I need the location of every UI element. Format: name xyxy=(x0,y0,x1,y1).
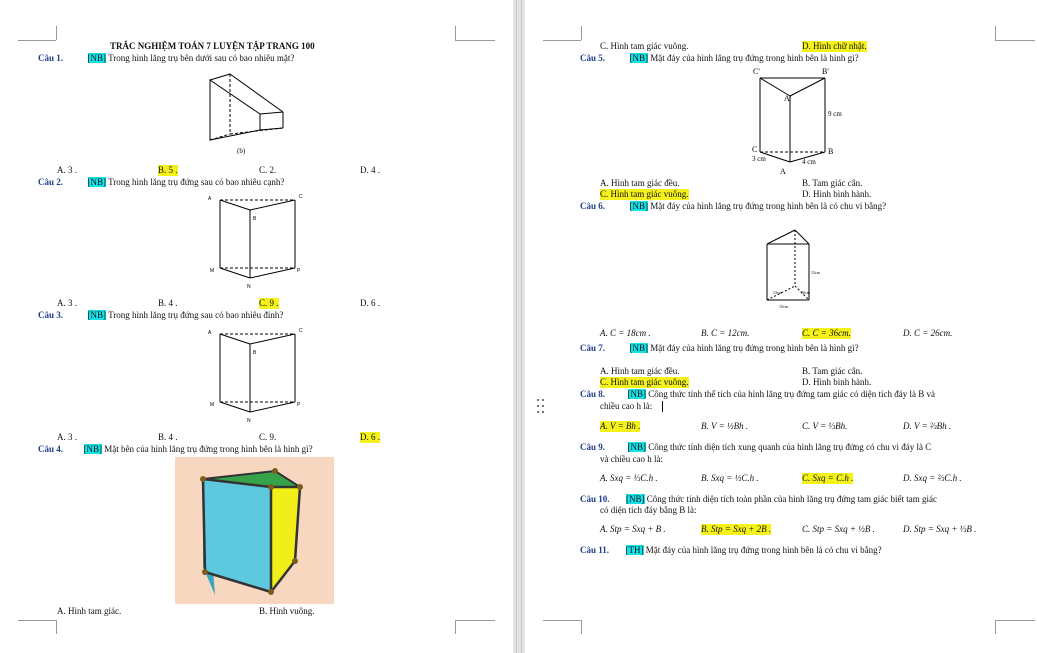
option-b[interactable]: B. 4 . xyxy=(158,298,178,308)
side-label: 20cm xyxy=(801,290,810,295)
crop-mark xyxy=(995,40,1035,41)
side-label: 3 cm xyxy=(752,155,766,163)
crop-mark xyxy=(995,26,996,40)
question-text: Mặt đáy của hình lăng trụ đứng trong hình bên là có chu vi bằng? xyxy=(648,201,887,211)
crop-mark xyxy=(455,40,495,41)
crop-mark xyxy=(18,620,56,621)
option-a[interactable]: A. Hình tam giác đều. xyxy=(600,366,680,376)
question-number: Câu 7. xyxy=(580,343,606,353)
side-label: 15cm xyxy=(779,304,788,309)
prism-figure-q1 xyxy=(205,72,295,152)
option-a[interactable]: A. V = Bh . xyxy=(600,421,641,431)
question-text: Mặt đáy của hình lăng trụ đứng trong hình bên là có chu vi bằng? xyxy=(643,545,882,555)
level-tag: [NB] xyxy=(626,494,645,504)
question-text: Mặt bên của hình lăng trụ đứng trong hình bên là hình gì? xyxy=(102,444,313,454)
question-8 xyxy=(580,389,935,400)
question-text: Công thức tính thể tích của hình lăng trụ đứng tam giác có diện tích đáy là B và xyxy=(646,389,935,399)
level-tag: [NB] xyxy=(629,53,649,63)
vertex-label: B xyxy=(253,350,257,356)
option-d[interactable]: D. Hình bình hành. xyxy=(802,189,872,199)
option-d[interactable]: D. 4 . xyxy=(360,165,380,175)
option-b[interactable]: B. Tam giác cân. xyxy=(802,178,863,188)
option-a[interactable]: A. 3 . xyxy=(57,165,77,175)
question-number: Câu 5. xyxy=(580,53,606,63)
option-a[interactable]: A. 3 . xyxy=(57,432,77,442)
level-tag: [TH] xyxy=(625,545,644,555)
option-b[interactable]: B. V = ½Bh . xyxy=(701,421,749,431)
question-text: Mặt đáy của hình lăng trụ đứng trong hình bên là hình gì? xyxy=(648,343,859,353)
option-a[interactable]: A. Stp = Sxq + B . xyxy=(600,524,666,534)
option-a[interactable]: A. Hình tam giác đều. xyxy=(600,178,680,188)
question-text-cont: có diện tích đáy bằng B là: xyxy=(600,505,697,515)
crop-mark xyxy=(455,620,495,621)
question-number: Câu 4. xyxy=(38,444,64,454)
option-c[interactable]: C. Stp = Sxq + ½B . xyxy=(802,524,875,534)
option-b[interactable]: B. Tam giác cân. xyxy=(802,366,863,376)
page-title: TRẮC NGHIỆM TOÁN 7 LUYỆN TẬP TRANG 100 xyxy=(110,41,315,51)
vertex-label: A' xyxy=(784,94,792,103)
crop-mark xyxy=(995,620,996,634)
question-3 xyxy=(38,310,283,321)
question-text: Công thức tính diện tích xung quanh của hình lăng trụ đứng có chu vi đáy là C xyxy=(646,442,932,452)
vertex-label: N xyxy=(247,418,251,424)
vertex-label: C xyxy=(299,194,303,200)
crop-mark xyxy=(581,26,582,40)
page-gutter xyxy=(513,0,525,653)
option-c[interactable]: C. V = ⅓Bh. xyxy=(802,421,848,431)
question-1 xyxy=(38,53,294,64)
question-text: Trong hình lăng trụ đứng sau có bao nhiêu cạnh? xyxy=(106,177,285,187)
level-tag: [NB] xyxy=(627,389,647,399)
question-7 xyxy=(580,343,859,354)
option-d[interactable]: D. V = ⅔Bh . xyxy=(903,421,952,431)
question-4 xyxy=(38,444,313,455)
crop-mark xyxy=(543,620,581,621)
option-a[interactable]: A. C = 18cm . xyxy=(600,328,651,338)
vertex-label: B' xyxy=(822,67,829,76)
option-a[interactable]: A. Hình tam giác. xyxy=(57,606,122,616)
drag-handle-icon[interactable] xyxy=(537,399,545,415)
question-number: Câu 2. xyxy=(38,177,64,187)
option-b[interactable]: B. Hình vuông. xyxy=(259,606,315,616)
question-text: Công thức tính diện tích toàn phần của hình lăng trụ đứng tam giác biết tam giác xyxy=(644,494,937,504)
crop-mark xyxy=(581,620,582,634)
left-page xyxy=(0,0,513,653)
option-c[interactable]: C. Hình tam giác vuông. xyxy=(600,41,689,51)
question-2 xyxy=(38,177,284,188)
vertex-label: C' xyxy=(753,67,760,76)
option-c[interactable]: C. 9 . xyxy=(259,298,279,308)
option-d[interactable]: D. Hình chữ nhật. xyxy=(802,41,867,51)
option-d[interactable]: D. Sxq = ⅔C.h . xyxy=(903,473,962,483)
question-5 xyxy=(580,53,859,64)
option-a[interactable]: A. Sxq = ⅓C.h . xyxy=(600,473,658,483)
crop-mark xyxy=(455,620,456,634)
question-number: Câu 11. xyxy=(580,545,610,555)
vertex-label: A xyxy=(208,196,212,202)
crop-mark xyxy=(56,620,57,634)
question-text-cont: và chiều cao h là: xyxy=(600,454,663,464)
vertex-label: B xyxy=(253,216,257,222)
prism-figure-q2 xyxy=(200,190,310,290)
crop-mark xyxy=(995,620,1035,621)
level-tag: [NB] xyxy=(629,343,649,353)
vertex-label: B xyxy=(828,147,834,156)
option-c[interactable]: C. Hình tam giác vuông. xyxy=(600,189,689,199)
level-tag: [NB] xyxy=(627,442,647,452)
vertex-label: A xyxy=(208,330,212,336)
option-b[interactable]: B. C = 12cm. xyxy=(701,328,750,338)
option-d[interactable]: D. Stp = Sxq + ⅓B . xyxy=(903,524,977,534)
option-b[interactable]: B. Sxq = ½C.h . xyxy=(701,473,759,483)
vertex-label: C xyxy=(752,145,758,154)
figure-label: (b) xyxy=(237,147,246,155)
question-number: Câu 10. xyxy=(580,494,610,504)
question-number: Câu 3. xyxy=(38,310,64,320)
question-number: Câu 8. xyxy=(580,389,606,399)
colored-prism-figure xyxy=(175,457,334,604)
option-b[interactable]: B. Stp = Sxq + 2B . xyxy=(701,524,772,534)
vertex-label: P xyxy=(297,402,301,408)
question-6 xyxy=(580,201,886,212)
right-prism-figure-q6 xyxy=(757,226,832,316)
question-number: Câu 9. xyxy=(580,442,606,452)
question-text: Mặt đáy của hình lăng trụ đứng trong hình bên là hình gì? xyxy=(648,53,859,63)
question-text-cont: chiều cao h là: xyxy=(600,401,653,411)
question-11 xyxy=(580,545,882,556)
level-tag: [NB] xyxy=(87,53,107,63)
vertex-label: M xyxy=(210,402,215,408)
crop-mark xyxy=(455,26,456,40)
question-text: Trong hình lăng trụ bên dưới sau có bao nhiêu mặt? xyxy=(106,53,295,63)
option-d[interactable]: D. C = 26cm. xyxy=(903,328,953,338)
height-label: 9 cm xyxy=(828,110,842,118)
option-a[interactable]: A. 3 . xyxy=(57,298,77,308)
level-tag: [NB] xyxy=(629,201,649,211)
option-d[interactable]: D. 6 . xyxy=(360,298,380,308)
question-10 xyxy=(580,494,937,505)
crop-mark xyxy=(18,40,56,41)
crop-mark xyxy=(56,26,57,40)
option-c[interactable]: C. 9. xyxy=(259,432,277,442)
question-text: Trong hình lăng trụ đứng sau có bao nhiêu đỉnh? xyxy=(106,310,284,320)
vertex-label: M xyxy=(210,268,215,274)
option-d[interactable]: D. 6 . xyxy=(360,432,380,442)
vertex-label: C xyxy=(299,328,303,334)
vertex-label: N xyxy=(247,284,251,290)
question-number: Câu 6. xyxy=(580,201,606,211)
right-page xyxy=(525,0,1037,653)
level-tag: [NB] xyxy=(87,310,107,320)
option-b[interactable]: B. 5 . xyxy=(158,165,178,175)
text-cursor xyxy=(662,401,663,412)
option-b[interactable]: B. 4 . xyxy=(158,432,178,442)
height-label: 12cm xyxy=(811,270,820,275)
vertex-label: A xyxy=(780,167,786,176)
right-prism-figure-q5 xyxy=(750,66,860,178)
option-c[interactable]: C. C = 36cm. xyxy=(802,328,851,338)
prism-figure-q3 xyxy=(200,324,310,424)
side-label: 13cm xyxy=(773,290,782,295)
option-d[interactable]: D. Hình bình hành. xyxy=(802,377,872,387)
option-c[interactable]: C. Hình tam giác vuông. xyxy=(600,377,689,387)
side-label: 4 cm xyxy=(802,158,816,166)
question-number: Câu 1. xyxy=(38,53,64,63)
level-tag: [NB] xyxy=(87,177,107,187)
question-9 xyxy=(580,442,931,453)
option-c[interactable]: C. Sxq = C.h . xyxy=(802,473,854,483)
vertex-label: P xyxy=(297,268,301,274)
option-c[interactable]: C. 2. xyxy=(259,165,277,175)
crop-mark xyxy=(543,40,581,41)
level-tag: [NB] xyxy=(83,444,103,454)
